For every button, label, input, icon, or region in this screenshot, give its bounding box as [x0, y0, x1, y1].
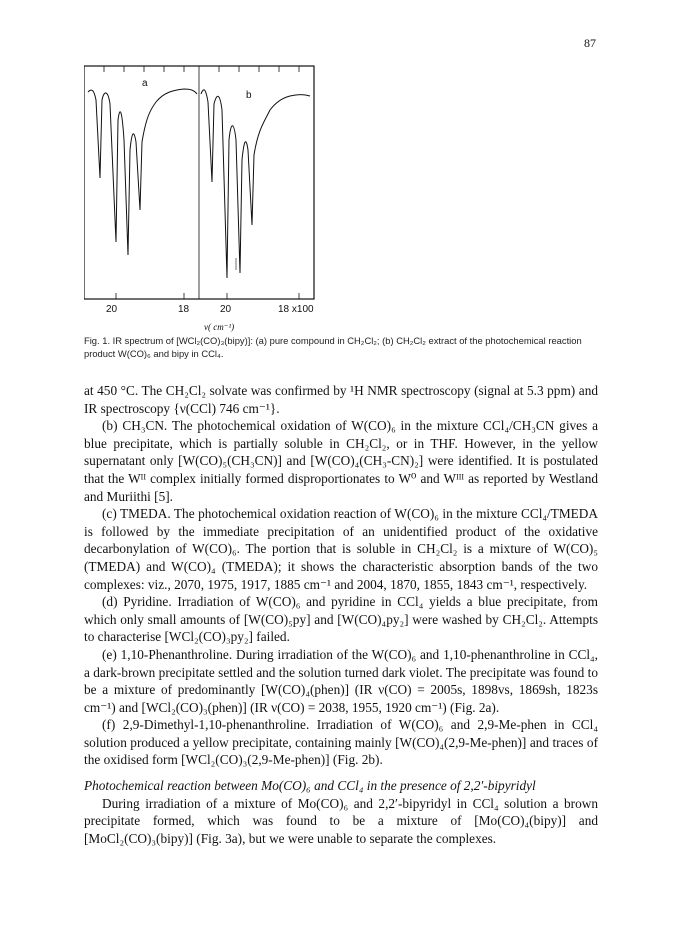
paragraph-7: During irradiation of a mixture of Mo(CO)₆ and 2,2′-bipyridyl in CCl₄ solution a brown precipitate formed, which was found to be a mixture of [Mo(CO)₄(bipy)] and [MoCl₂(CO)₃(bipy)] (Fig. 3a), but we were unable to separate the complexes.	[84, 795, 598, 846]
tick-label-4: 18 x100	[278, 304, 314, 315]
paragraph-6: (f) 2,9-Dimethyl-1,10-phenanthroline. Irradiation of W(CO)₆ and 2,9-Me-phen in CCl₄ solution produced a yellow precipitate, containing mainly [W(CO)₄(2,9-Me-phen)] and traces of the oxidised form [WCl₂(CO)₃(2,9-Me-phen)] (Fig. 2b).	[84, 717, 598, 768]
top-ticks	[104, 66, 299, 72]
figure-caption: Fig. 1. IR spectrum of [WCl₂(CO)₃(bipy)]: (a) pure compound in CH₂Cl₂; (b) CH₂Cl₂ extract of the photochemical reaction product W(CO)₆ and bipy in CCl₄.	[84, 335, 582, 359]
paragraph-3: (c) TMEDA. The photochemical oxidation reaction of W(CO)₆ in the mixture CCl₄/TMEDA is followed by the immediate precipitation of an unidentified product of the oxidative decarbonylation of W(CO)₆. The portion that is soluble in CH₂Cl₂ is a mixture of W(CO)₅ (TMEDA) and W(CO)₄ (TMEDA); it shows the characteristic absorption bands of the two complexes: viz., 2070, 1975, 1917, 1885 cm⁻¹ and 2004, 1870, 1855, 1843 cm⁻¹, respectively.	[84, 506, 598, 592]
spectrum-b-trace	[201, 90, 310, 278]
tick-label-1: 20	[106, 304, 118, 315]
tick-label-2: 18	[178, 304, 190, 315]
paragraph-1: at 450 °C. The CH₂Cl₂ solvate was confirmed by ¹H NMR spectroscopy (signal at 5.3 ppm) and IR spectroscopy {ν(CCl) 746 cm⁻¹}.	[84, 383, 598, 416]
axis-unit-label: ν( cm⁻¹)	[204, 322, 235, 332]
ir-spectrum-plot	[84, 60, 324, 310]
ir-spectrum-figure	[84, 60, 324, 350]
panel-a-label: a	[142, 78, 148, 89]
spectrum-a-trace	[88, 89, 197, 255]
bottom-ticks	[116, 293, 299, 299]
paragraph-4: (d) Pyridine. Irradiation of W(CO)₆ and pyridine in CCl₄ yields a blue precipitate, from which only small amounts of [W(CO)₅py] and [W(CO)₄py₂] were washed by CH₂Cl₂. Attempts to characterise [WCl₂(CO)₃py₂] failed.	[84, 594, 598, 645]
section-heading: Photochemical reaction between Mo(CO)₆ and CCl₄ in the presence of 2,2′-bipyridyl	[84, 778, 536, 794]
body-text	[84, 382, 598, 847]
paragraph-2: (b) CH₃CN. The photochemical oxidation of W(CO)₆ in the mixture CCl₄/CH₃CN gives a blue precipitate, which is partially soluble in CH₂Cl₂, or in THF. However, in the yellow supernatant only [W(CO)₅(CH₃CN)] and [W(CO)₄(CH₃-CN)₂] were identified. It is postulated that the Wᴵᴵ complex initially formed disproportionates to W⁰ and Wᴵᴵᴵ as reported by Westland and Muriithi [5].	[84, 418, 598, 504]
panel-b-label: b	[246, 90, 252, 101]
tick-label-3: 20	[220, 304, 232, 315]
page-number: 87	[584, 36, 596, 50]
paragraph-5: (e) 1,10-Phenanthroline. During irradiation of the W(CO)₆ and 1,10-phenanthroline in CCl₄, a dark-brown precipitate settled and the solution turned dark violet. The precipitate was found to be a mixture of predominantly [W(CO)₄(phen)] (IR ν(CO) = 2005s, 1898vs, 1869sh, 1823s cm⁻¹) and [WCl₂(CO)₃(phen)] (IR ν(CO) = 2038, 1955, 1920 cm⁻¹) (Fig. 2a).	[84, 646, 598, 715]
